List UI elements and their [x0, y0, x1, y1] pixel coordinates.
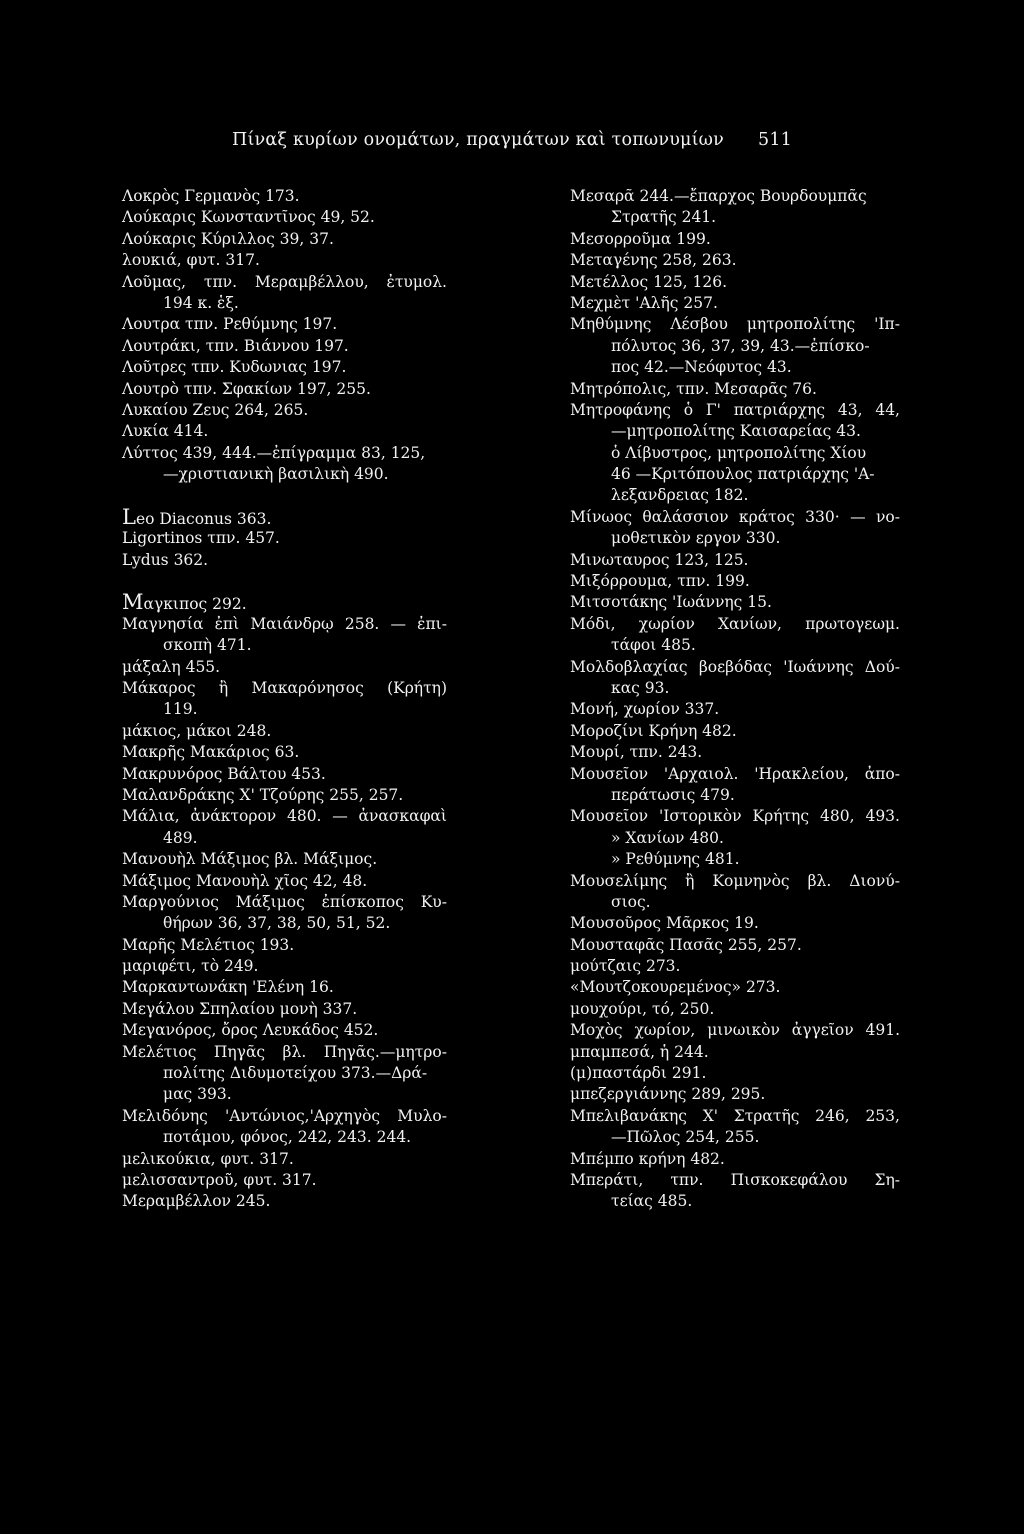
index-entry-line: Μαρῆς Μελέτιος 193. [122, 935, 295, 954]
index-entry-line: σιος. [611, 892, 651, 911]
index-entry-line: Λυκαίου Ζευς 264, 265. [122, 400, 309, 419]
index-entry-line: Μητρόπολις, τπν. Μεσαρᾶς 76. [570, 379, 817, 398]
index-entry-line [122, 614, 447, 635]
index-entry-line: Leo Diaconus 363. [122, 504, 272, 529]
index-word: ἢ [685, 871, 695, 890]
index-word: 43, [837, 400, 863, 419]
index-entry-line: Λουτράκι, τπν. Βιάννου 197. [122, 336, 349, 355]
index-entry-line: πος 42.—Νεόφυτος 43. [611, 358, 792, 377]
index-entry-line: 194 κ. ἑξ. [163, 293, 239, 312]
index-word: μητροπολίτης [746, 315, 856, 334]
index-entry-line: Μεταγένης 258, 263. [570, 251, 737, 270]
index-word: ἀγγεῖον [791, 1021, 854, 1040]
index-entry-line: ὁ Λίβυστρος, μητροπολίτης Χίου [611, 443, 867, 462]
index-entry-line: μελικούκια, φυτ. 317. [122, 1149, 294, 1168]
index-word: βλ. [807, 871, 832, 890]
index-word: Δού- [864, 657, 900, 676]
index-word: κράτος [738, 507, 795, 526]
index-word: ἐτυμολ. [386, 272, 447, 291]
index-entry-line [570, 806, 900, 827]
index-word: βοεβόδας [698, 657, 772, 676]
index-entry-line [570, 1106, 900, 1127]
index-word: Χανίων, [717, 614, 782, 633]
index-entry-line: Μεγανόρος, ὄρος Λευκάδος 452. [122, 1021, 379, 1040]
index-column-right [570, 186, 900, 1213]
index-word: Μάλια, [122, 807, 180, 826]
index-entry-line [122, 1042, 447, 1063]
index-entry-line: Μεχμὲτ 'Αλῆς 257. [570, 293, 718, 312]
index-entry-line: Μοροζίνι Κρήνη 482. [570, 721, 737, 740]
index-word: — [850, 507, 866, 526]
header-title: Πίναξ κυρίων ονομάτων, πραγμάτων καὶ τοπωνυμίων [232, 130, 724, 150]
index-word: 'Ιπ- [874, 315, 900, 334]
index-column-left [122, 186, 447, 1213]
index-word: ἐπίσκοπος [321, 892, 404, 911]
index-entry-line: μπαμπεσά, ἡ 244. [570, 1042, 709, 1061]
index-entry-line: Μονή, χωρίον 337. [570, 700, 720, 719]
index-entry-line [122, 806, 447, 827]
index-entry-line [570, 871, 900, 892]
index-entry-line [122, 1106, 447, 1127]
index-word: 480. [286, 807, 322, 826]
index-entry-line: Λουτρα τπν. Ρεθύμνης 197. [122, 315, 338, 334]
index-word: Μουσεῖον [570, 764, 649, 783]
index-word: Λέσβου [670, 315, 728, 334]
index-entry-line [570, 314, 900, 335]
index-word: πρωτογεωμ. [805, 614, 900, 633]
index-entry-line: —χριστιανικὴ βασιλικὴ 490. [163, 465, 389, 484]
index-word: 480, [819, 807, 855, 826]
index-entry-line: —Πῶλος 254, 255. [611, 1128, 760, 1147]
index-word: βλ. [282, 1042, 307, 1061]
index-word: 246, [815, 1106, 850, 1125]
index-entry-line: » Ρεθύμνης 481. [611, 850, 740, 869]
index-entry-line: Μαλανδράκης Χ' Τζούρης 255, 257. [122, 785, 404, 804]
index-entry-line: Μουρί, τπν. 243. [570, 743, 703, 762]
index-entry-line: τάφοι 485. [611, 636, 696, 655]
index-word: (Κρήτη) [387, 678, 447, 697]
index-entry-line: τείας 485. [611, 1192, 693, 1211]
index-entry-line: μας 393. [163, 1085, 232, 1104]
index-word: — [390, 614, 406, 633]
index-entry-line: Μιξόρρουμα, τπν. 199. [570, 572, 750, 591]
index-word: Κομνηνὸς [712, 871, 790, 890]
index-word: 253, [865, 1106, 900, 1125]
index-entry-line: μάκιος, μάκοι 248. [122, 721, 272, 740]
index-word: — [332, 807, 348, 826]
index-word: τπν. [203, 272, 238, 291]
index-entry-line: Στρατῆς 241. [611, 208, 717, 227]
index-entry-line: μουχούρι, τό, 250. [570, 999, 715, 1018]
index-entry-line [570, 400, 900, 421]
index-entry-line: (μ)παστάρδι 291. [570, 1064, 707, 1083]
index-word: 44, [875, 400, 900, 419]
index-entry-line [122, 678, 447, 699]
index-entry-line: 46 —Κριτόπουλος πατριάρχης 'Α- [611, 465, 875, 484]
index-word: μινωικὸν [707, 1021, 780, 1040]
index-entry-line: Λούκαρις Κωνσταντῖνος 49, 52. [122, 208, 375, 227]
index-entry-line: πόλυτος 36, 37, 39, 43.—ἐπίσκο- [611, 336, 870, 355]
index-word: 'Ιωάννης [783, 657, 854, 676]
index-word: 'Ιστορικὸν [659, 807, 742, 826]
index-entry-line [570, 1020, 900, 1041]
index-word: Διονύ- [849, 871, 900, 890]
index-entry-line [570, 657, 900, 678]
index-word: Πισκοκεφάλου [730, 1170, 848, 1189]
index-entry-line: σκοπὴ 471. [163, 636, 252, 655]
index-entry-line [570, 1170, 900, 1191]
index-word: Στρατῆς [733, 1106, 800, 1125]
index-entry-line: Lydus 362. [122, 550, 209, 569]
index-word: Μολδοβλαχίας [570, 657, 688, 676]
index-entry-line: ποτάμου, φόνος, 242, 243. 244. [163, 1128, 412, 1147]
index-entry-line: —μητροπολίτης Καισαρείας 43. [611, 422, 861, 441]
page-number: 511 [757, 130, 792, 150]
index-word: Μελιδόνης [122, 1106, 208, 1125]
index-word: Μελέτιος [122, 1042, 197, 1061]
index-word: Μαργούνιος [122, 892, 219, 911]
index-word: 258. [344, 614, 380, 633]
index-word: 'Ηρακλείου, [754, 764, 849, 783]
index-entry-line: Μουσοῦρος Μᾶρκος 19. [570, 914, 759, 933]
index-entry-line: κας 93. [611, 678, 670, 697]
index-word: Μεραμβέλλου, [254, 272, 369, 291]
index-entry-line: Μακρυνόρος Βάλτου 453. [122, 764, 326, 783]
index-entry-line: Λοκρὸς Γερμανὸς 173. [122, 187, 300, 205]
index-word: Κρήτης [752, 807, 810, 826]
index-word: Μητροφάνης [570, 400, 671, 419]
index-entry-line: Μουσταφᾶς Πασᾶς 255, 257. [570, 935, 802, 954]
index-word: 'Αντώνιος,'Αρχηγὸς [225, 1106, 381, 1125]
index-word: Μηθύμνης [570, 315, 652, 334]
index-word: ἀνάκτορον [190, 807, 277, 826]
index-entry-line: Μαγκιπος 292. [122, 590, 247, 615]
index-entry-line: λεξανδρειας 182. [611, 486, 749, 505]
index-word: Μαιάνδρῳ [250, 614, 334, 633]
index-word: Μάκαρος [122, 678, 196, 697]
index-word: ἀπο- [864, 764, 900, 783]
index-entry-line: μαριφέτι, τὸ 249. [122, 957, 259, 976]
index-entry-line: Λυκία 414. [122, 422, 209, 441]
index-word: Μουσελίμης [570, 871, 668, 890]
index-entry-line: Μιτσοτάκης 'Ιωάννης 15. [570, 593, 772, 612]
index-word: χωρίον [638, 614, 695, 633]
index-entry-line: Μεσαρᾶ 244.—ἔπαρχος Βουρδουμπᾶς [570, 187, 867, 205]
index-word: ἐπὶ [214, 614, 240, 633]
index-entry-line [122, 892, 447, 913]
index-entry-line: λουκιά, φυτ. 317. [122, 251, 260, 270]
index-entry-line: μούτζαις 273. [570, 957, 681, 976]
section-initial: L [122, 504, 136, 529]
index-entry-line: Μεραμβέλλον 245. [122, 1192, 271, 1211]
index-entry-line [122, 272, 447, 293]
index-entry-line [570, 614, 900, 635]
index-entry-line: Μάξιμος Μανουὴλ χῖος 42, 48. [122, 871, 368, 890]
index-entry-line: Μινωταυρος 123, 125. [570, 550, 749, 569]
index-entry-line: μπεζεργιάννης 289, 295. [570, 1085, 766, 1104]
index-word: ἀνασκαφαὶ [358, 807, 447, 826]
index-word: 491. [865, 1021, 900, 1040]
index-entry-line: περάτωσις 479. [611, 785, 735, 804]
index-entry-line: Μακρῆς Μακάριος 63. [122, 743, 300, 762]
index-word: Μπεράτι, [570, 1170, 644, 1189]
index-word: πατριάρχης [733, 400, 826, 419]
index-word: 'Αρχαιολ. [663, 764, 739, 783]
section-initial: Μ [122, 590, 144, 615]
index-entry-line: μάξαλη 455. [122, 657, 221, 676]
index-word: Κυ- [420, 892, 447, 911]
index-entry-line: Μαρκαντωνάκη 'Ελένη 16. [122, 978, 334, 997]
index-word: Χ' [702, 1106, 719, 1125]
index-word: Μυλο- [397, 1106, 447, 1125]
index-entry-line: πολίτης Διδυμοτείχου 373.—Δρά- [163, 1064, 428, 1083]
index-entry-line: Μεγάλου Σπηλαίου μονὴ 337. [122, 999, 358, 1018]
index-entry-line: 489. [163, 828, 198, 847]
index-word: ἢ [218, 678, 229, 697]
index-word: Πηγᾶς [213, 1042, 266, 1061]
index-word: Μπελιβανάκης [570, 1106, 687, 1125]
index-word: χωρίον, [634, 1021, 696, 1040]
index-word: νο- [875, 507, 900, 526]
index-word: Μακαρόνησος [251, 678, 364, 697]
index-word: Μοχὸς [570, 1021, 623, 1040]
index-entry-line: Λοῦτρες τπν. Κυδωνιας 197. [122, 358, 347, 377]
index-word: ἐπι- [417, 614, 447, 633]
index-entry-line: Μετέλλος 125, 126. [570, 272, 728, 291]
index-word: θαλάσσιον [642, 507, 729, 526]
index-word: Μάξιμος [235, 892, 305, 911]
index-entry-line: Μεσορροῦμα 199. [570, 229, 711, 248]
index-entry-line: μελισσαντροῦ, φυτ. 317. [122, 1170, 317, 1189]
index-entry-line: Λουτρὸ τπν. Σφακίων 197, 255. [122, 379, 371, 398]
index-word: Μίνωος [570, 507, 633, 526]
index-word: 330· [805, 507, 840, 526]
index-word: Ση- [874, 1170, 900, 1189]
index-entry-line: » Χανίων 480. [611, 828, 724, 847]
index-word: Μόδι, [570, 614, 616, 633]
index-word: Γ' [705, 400, 721, 419]
index-entry-line: Μανουὴλ Μάξιμος βλ. Μάξιμος. [122, 850, 378, 869]
index-entry-line: Μπέμπο κρήνη 482. [570, 1149, 725, 1168]
index-entry-line: Ligortinos τπν. 457. [122, 529, 280, 548]
index-entry-line: Λούκαρις Κύριλλος 39, 37. [122, 229, 334, 248]
index-word: Λοῦμας, [122, 272, 187, 291]
index-entry-line: «Μουτζοκουρεμένος» 273. [570, 978, 781, 997]
index-word: Μουσεῖον [570, 807, 649, 826]
index-entry-line [570, 764, 900, 785]
index-entry-line: μοθετικὸν εργον 330. [611, 529, 781, 548]
index-word: Μαγνησία [122, 614, 204, 633]
index-word: τπν. [670, 1170, 704, 1189]
index-entry-line: 119. [163, 700, 198, 719]
index-entry-line: Λύττος 439, 444.—ἐπίγραμμα 83, 125, [122, 443, 426, 462]
index-word: ὁ [683, 400, 694, 419]
index-entry-line: θήρων 36, 37, 38, 50, 51, 52. [163, 914, 391, 933]
index-word: Πηγᾶς.—μητρο- [323, 1042, 447, 1061]
index-word: 493. [865, 807, 900, 826]
index-entry-line [570, 507, 900, 528]
